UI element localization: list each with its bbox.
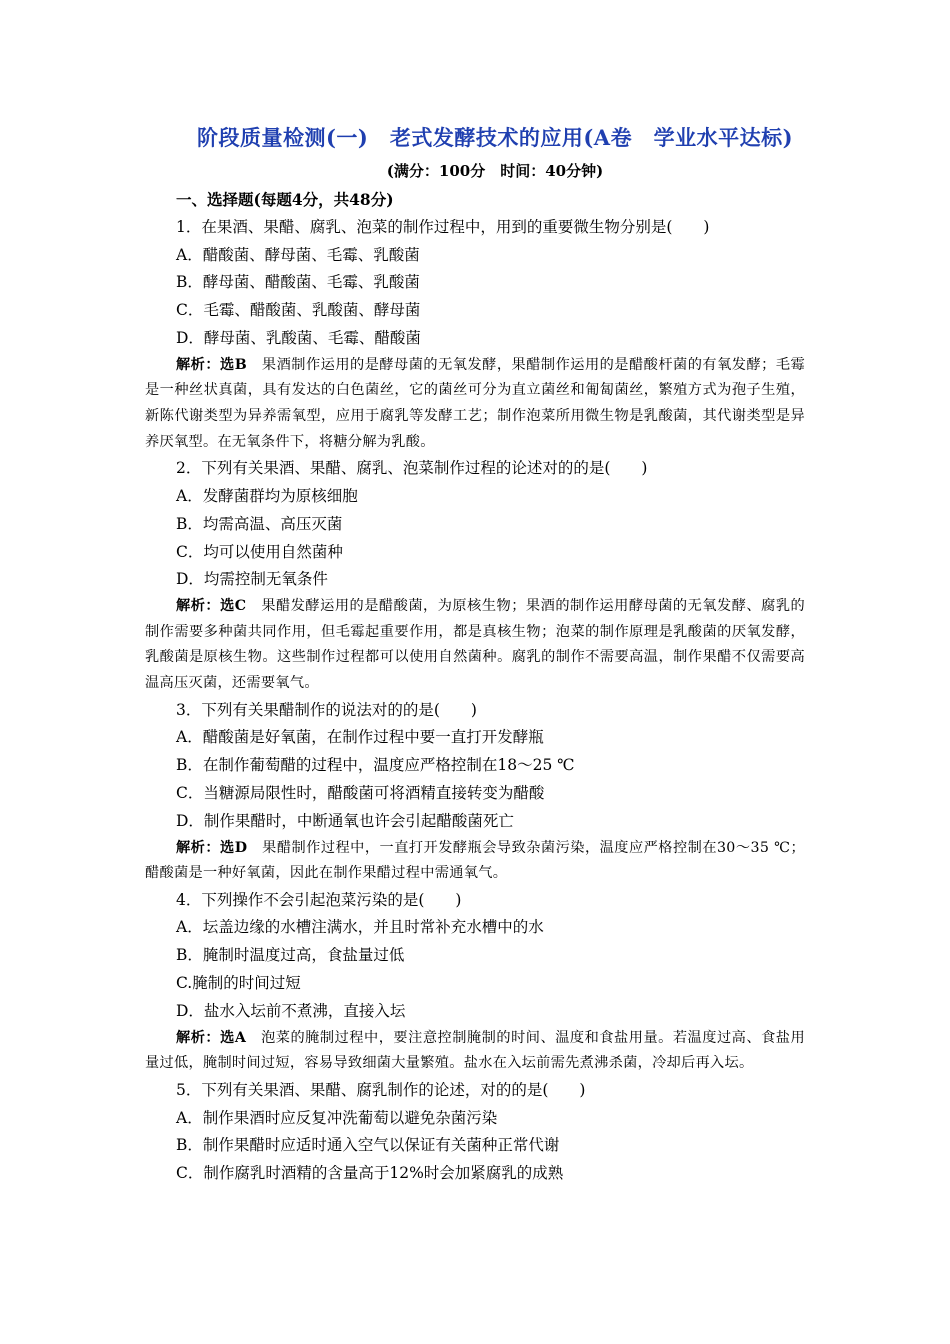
question-2-option-d: D．均需控制无氧条件 <box>176 570 328 589</box>
analysis-label: 解析：选A <box>176 1029 247 1046</box>
question-2-option-b: B．均需高温、高压灭菌 <box>176 514 343 533</box>
question-3-option-b: B．在制作葡萄醋的过程中，温度应严格控制在18～25 ℃ <box>176 756 575 775</box>
question-3-option-d: D．制作果醋时，中断通氧也许会引起醋酸菌死亡 <box>176 811 514 830</box>
question-4-option-b: B．腌制时温度过高，食盐量过低 <box>176 946 405 965</box>
analysis-text: 果酒制作运用的是酵母菌的无氧发酵，果醋制作运用的是醋酸杆菌的有氧发酵；毛霉是一种丝状真菌，具有发达的白色菌丝，它的菌丝可分为直立菌丝和匍匐菌丝，繁殖方式为孢子生殖，新陈代谢类型为异养需氧型，应用于腐乳等发酵工艺；制作泡菜所用微生物是乳酸菌，其代谢类型是异养厌氧型。在无氧条件下，将糖分解为乳酸。 <box>145 356 805 450</box>
question-3-analysis <box>145 836 805 887</box>
analysis-text: 泡菜的腌制过程中，要注意控制腌制的时间、温度和食盐用量。若温度过高、食盐用量过低，腌制时间过短，容易导致细菌大量繁殖。盐水在入坛前需先煮沸杀菌，冷却后再入坛。 <box>145 1029 805 1072</box>
analysis-label: 解析：选C <box>176 598 247 615</box>
question-4-stem: 4．下列操作不会引起泡菜污染的是( ) <box>176 890 462 909</box>
question-2-analysis <box>145 594 805 696</box>
question-4-option-a: A．坛盖边缘的水槽注满水，并且时常补充水槽中的水 <box>176 918 544 937</box>
question-1-analysis <box>145 353 805 455</box>
question-1-option-a: A．醋酸菌、酵母菌、毛霉、乳酸菌 <box>176 245 420 264</box>
document-body <box>145 186 805 1188</box>
analysis-label: 解析：选D <box>176 839 248 856</box>
question-5-option-a: A．制作果酒时应反复冲洗葡萄以避免杂菌污染 <box>176 1108 498 1127</box>
page-subtitle: (满分：100分 时间：40分钟) <box>386 162 604 180</box>
question-3-option-a: A．醋酸菌是好氧菌，在制作过程中要一直打开发酵瓶 <box>176 728 544 747</box>
question-1-option-b: B．酵母菌、醋酸菌、毛霉、乳酸菌 <box>176 273 420 292</box>
question-4-analysis <box>145 1026 805 1077</box>
question-1-option-d: D．酵母菌、乳酸菌、毛霉、醋酸菌 <box>176 328 421 347</box>
question-1-option-c: C．毛霉、醋酸菌、乳酸菌、酵母菌 <box>176 301 421 320</box>
analysis-label: 解析：选B <box>176 356 248 373</box>
question-2-option-a: A．发酵菌群均为原核细胞 <box>176 486 358 505</box>
question-5-stem: 5．下列有关果酒、果醋、腐乳制作的论述，对的的是( ) <box>176 1080 586 1099</box>
question-5-option-b: B．制作果醋时应适时通入空气以保证有关菌种正常代谢 <box>176 1136 560 1155</box>
question-5-option-c: C．制作腐乳时酒精的含量高于12%时会加紧腐乳的成熟 <box>176 1164 564 1183</box>
question-4-option-d: D．盐水入坛前不煮沸，直接入坛 <box>176 1001 406 1020</box>
section-heading: 一、选择题(每题4分，共48分) <box>176 190 394 209</box>
question-4-option-c: C.腌制的时间过短 <box>176 974 301 993</box>
analysis-text: 果醋制作过程中，一直打开发酵瓶会导致杂菌污染，温度应严格控制在30～35 ℃；醋酸菌是一种好氧菌，因此在制作果醋过程中需通氧气。 <box>145 839 805 882</box>
question-2-option-c: C．均可以使用自然菌种 <box>176 542 343 561</box>
question-1-stem: 1．在果酒、果醋、腐乳、泡菜的制作过程中，用到的重要微生物分别是( ) <box>176 217 710 236</box>
question-3-option-c: C．当糖源局限性时，醋酸菌可将酒精直接转变为醋酸 <box>176 783 545 802</box>
question-3-stem: 3．下列有关果醋制作的说法对的的是( ) <box>176 700 477 719</box>
analysis-text: 果醋发酵运用的是醋酸菌，为原核生物；果酒的制作运用酵母菌的无氧发酵、腐乳的制作需要多种菌共同作用，但毛霉起重要作用，都是真核生物；泡菜的制作原理是乳酸菌的厌氧发酵，乳酸菌是原核生物。这些制作过程都可以使用自然菌种。腐乳的制作不需要高温，制作果醋不仅需要高温高压灭菌，还需要氧气。 <box>145 598 806 691</box>
page-title: 阶段质量检测(一) 老式发酵技术的应用(A卷 学业水平达标) <box>196 125 794 150</box>
question-2-stem: 2．下列有关果酒、果醋、腐乳、泡菜制作过程的论述对的的是( ) <box>176 459 648 478</box>
